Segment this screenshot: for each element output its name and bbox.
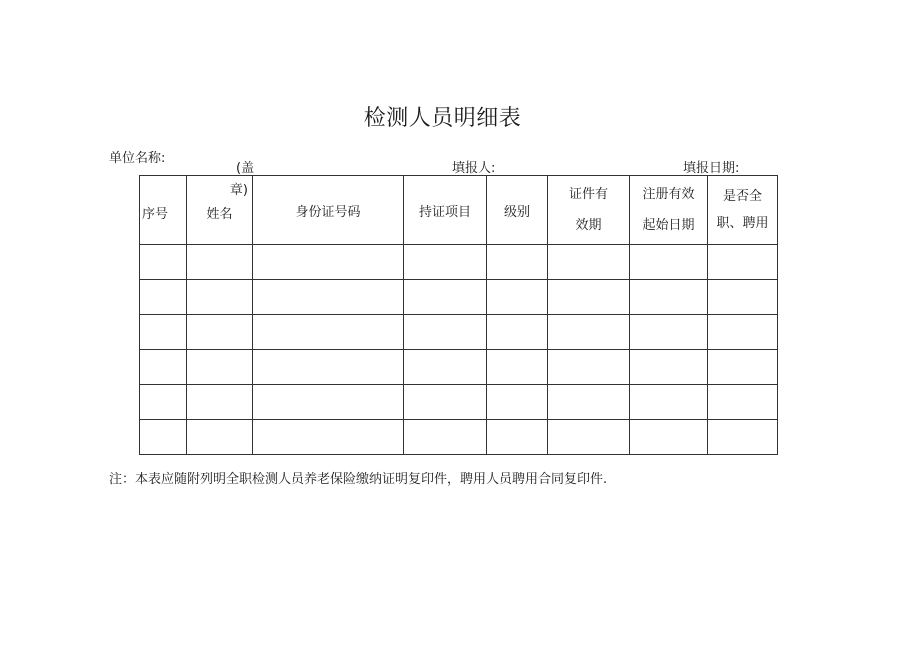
table-cell[interactable] — [140, 315, 187, 350]
table-cell[interactable] — [487, 350, 548, 385]
table-cell[interactable] — [548, 315, 630, 350]
table-cell[interactable] — [487, 385, 548, 420]
table-cell[interactable] — [140, 245, 187, 280]
col-header-reg-start-line1: 注册有效 — [642, 187, 695, 202]
table-cell[interactable] — [140, 280, 187, 315]
col-header-name-label: 姓名 — [206, 207, 233, 222]
table-cell[interactable] — [404, 280, 487, 315]
col-header-cert-validity-line2: 效期 — [575, 218, 602, 233]
table-cell[interactable] — [404, 245, 487, 280]
table-header-row — [140, 176, 778, 245]
table-row — [140, 350, 778, 385]
col-header-fulltime-line2: 职、聘用 — [716, 216, 769, 231]
table-cell[interactable] — [708, 420, 778, 455]
table-cell[interactable] — [630, 350, 708, 385]
col-header-reg-start — [630, 176, 708, 245]
table-cell[interactable] — [140, 385, 187, 420]
col-header-name — [187, 176, 253, 245]
table-cell[interactable] — [487, 315, 548, 350]
table-cell[interactable] — [404, 315, 487, 350]
table-row — [140, 280, 778, 315]
table-cell[interactable] — [140, 350, 187, 385]
col-header-id-number: 身份证号码 — [253, 176, 404, 245]
document-title: 检测人员明细表 — [363, 106, 522, 131]
table-cell[interactable] — [548, 385, 630, 420]
table-cell[interactable] — [140, 420, 187, 455]
fill-date-label: 填报日期: — [683, 161, 740, 176]
table-cell[interactable] — [630, 245, 708, 280]
table-row — [140, 385, 778, 420]
col-header-seq — [140, 176, 187, 245]
table-cell[interactable] — [404, 420, 487, 455]
table-cell[interactable] — [548, 280, 630, 315]
col-header-reg-start-line2: 起始日期 — [642, 218, 695, 233]
table-cell[interactable] — [487, 420, 548, 455]
table-cell[interactable] — [630, 315, 708, 350]
table-cell[interactable] — [630, 280, 708, 315]
seal-label-close: 章) — [229, 183, 248, 198]
table-cell[interactable] — [253, 280, 404, 315]
col-header-fulltime — [708, 176, 778, 245]
table-cell[interactable] — [187, 385, 253, 420]
table-cell[interactable] — [253, 420, 404, 455]
table-cell[interactable] — [187, 280, 253, 315]
table-cell[interactable] — [708, 315, 778, 350]
table-cell[interactable] — [253, 315, 404, 350]
table-cell[interactable] — [548, 350, 630, 385]
seal-label-open: (盖 — [236, 161, 255, 176]
personnel-table — [139, 175, 778, 455]
col-header-cert-validity — [548, 176, 630, 245]
table-cell[interactable] — [630, 420, 708, 455]
table-row — [140, 420, 778, 455]
col-header-cert-item: 持证项目 — [404, 176, 487, 245]
footnote: 注：本表应随附列明全职检测人员养老保险缴纳证明复印件，聘用人员聘用合同复印件. — [109, 472, 608, 487]
table-cell[interactable] — [187, 315, 253, 350]
table-cell[interactable] — [708, 385, 778, 420]
col-header-cert-validity-line1: 证件有 — [568, 187, 608, 202]
table-cell[interactable] — [548, 245, 630, 280]
table-cell[interactable] — [630, 385, 708, 420]
table-row — [140, 315, 778, 350]
table-row — [140, 245, 778, 280]
table-cell[interactable] — [548, 420, 630, 455]
table-cell[interactable] — [487, 280, 548, 315]
table-cell[interactable] — [187, 350, 253, 385]
col-header-seq-label: 序号 — [142, 207, 169, 222]
col-header-level: 级别 — [487, 176, 548, 245]
filler-label: 填报人: — [452, 161, 496, 176]
table-cell[interactable] — [487, 245, 548, 280]
col-header-fulltime-line1: 是否全 — [722, 189, 762, 204]
table-cell[interactable] — [187, 245, 253, 280]
table-cell[interactable] — [253, 385, 404, 420]
table-cell[interactable] — [708, 245, 778, 280]
table-cell[interactable] — [708, 350, 778, 385]
table-cell[interactable] — [253, 245, 404, 280]
table-cell[interactable] — [253, 350, 404, 385]
table-cell[interactable] — [404, 350, 487, 385]
table-cell[interactable] — [187, 420, 253, 455]
unit-name-label: 单位名称: — [109, 151, 166, 166]
table-cell[interactable] — [708, 280, 778, 315]
table-cell[interactable] — [404, 385, 487, 420]
table-body — [140, 245, 778, 455]
